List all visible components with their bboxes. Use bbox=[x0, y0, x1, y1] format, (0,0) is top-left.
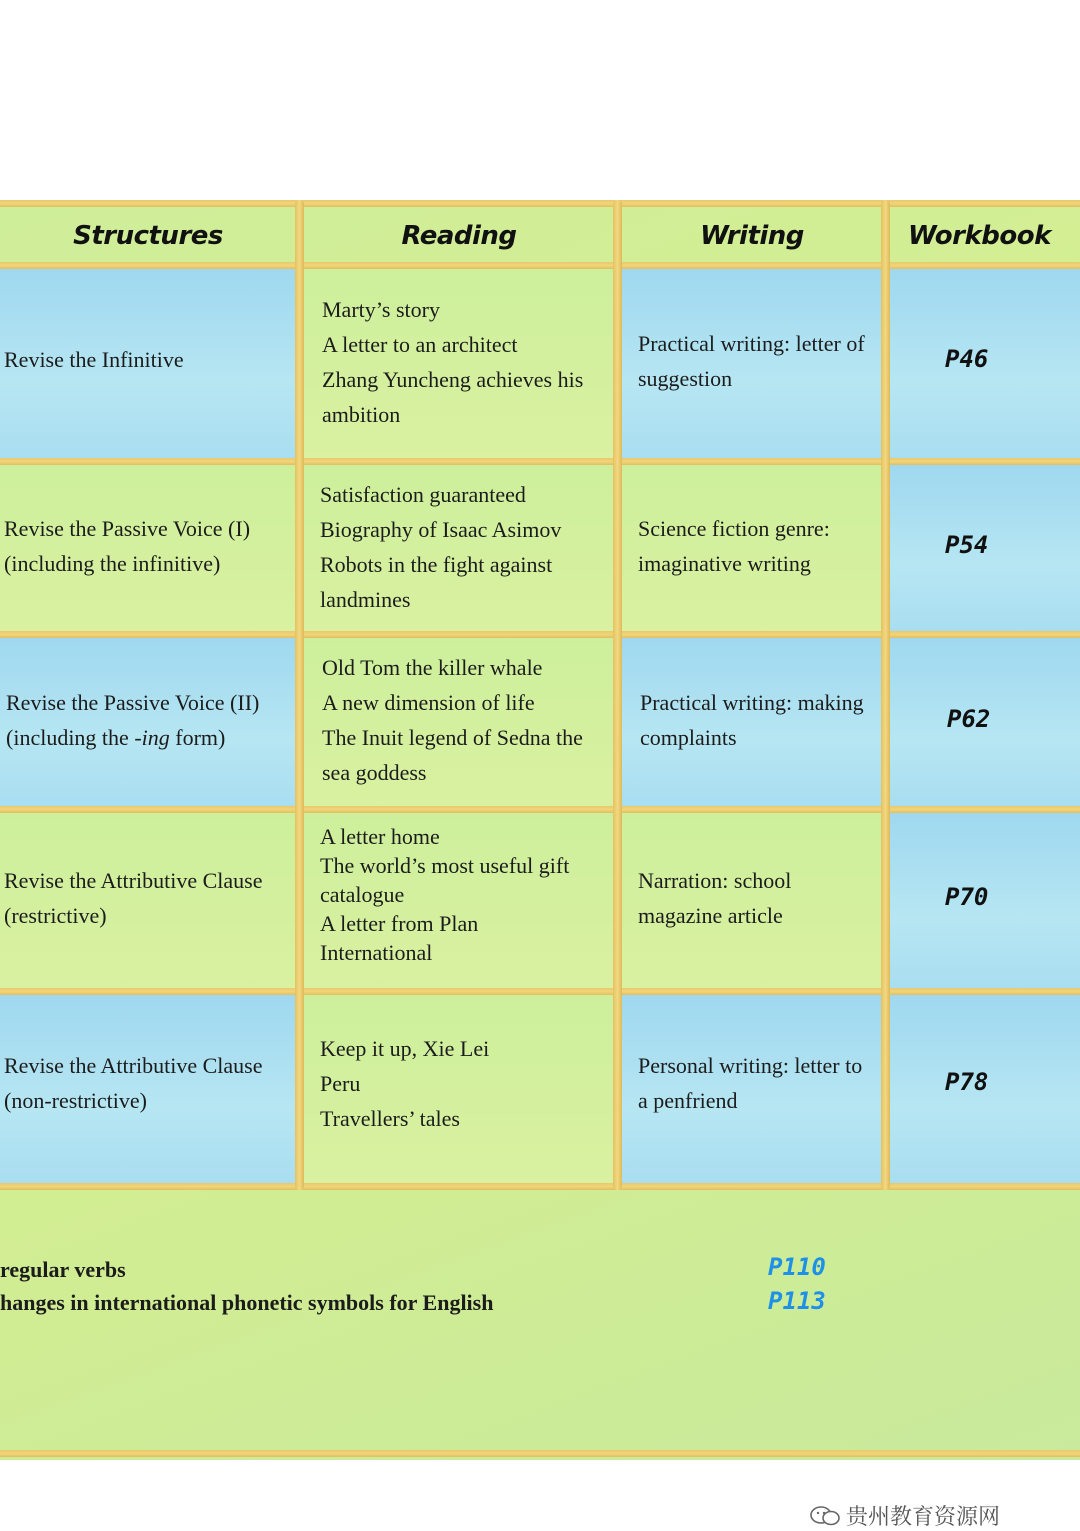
reading-line: The Inuit legend of Sedna the bbox=[322, 725, 583, 750]
structure-line: Revise the Passive Voice (II) bbox=[6, 690, 260, 715]
writing-line: Practical writing: making bbox=[640, 690, 864, 715]
reading-line: Zhang Yuncheng achieves his bbox=[322, 367, 584, 392]
structure-line: Revise the Infinitive bbox=[4, 347, 184, 372]
column-divider bbox=[295, 200, 304, 1190]
reading-cell bbox=[320, 1031, 489, 1136]
workbook-page[interactable]: P46 bbox=[945, 345, 989, 373]
writing-line: suggestion bbox=[638, 366, 733, 391]
appendix-page-link[interactable]: P113 bbox=[768, 1287, 826, 1315]
divider bbox=[0, 1450, 1080, 1457]
workbook-page[interactable]: P62 bbox=[947, 705, 991, 733]
reading-line: landmines bbox=[320, 587, 411, 612]
header-structures: Structures bbox=[73, 220, 223, 251]
contents-table bbox=[0, 200, 1080, 1460]
structure-line: (restrictive) bbox=[4, 903, 107, 928]
chat-bubble-icon bbox=[810, 1505, 840, 1527]
structure-line: (including the -ing form) bbox=[6, 725, 226, 750]
reading-line: The world’s most useful gift bbox=[320, 853, 570, 878]
divider bbox=[0, 988, 1080, 995]
writing-line: complaints bbox=[640, 725, 737, 750]
structure-line: (non-restrictive) bbox=[4, 1088, 147, 1113]
writing-cell bbox=[638, 1048, 862, 1118]
reading-cell bbox=[320, 822, 569, 967]
reading-line: Marty’s story bbox=[322, 297, 440, 322]
workbook-page[interactable]: P70 bbox=[945, 883, 989, 911]
writing-line: Practical writing: letter of bbox=[638, 331, 865, 356]
structure-line: Revise the Attributive Clause bbox=[4, 1053, 263, 1078]
reading-line: A letter home bbox=[320, 824, 440, 849]
reading-line: Biography of Isaac Asimov bbox=[320, 517, 562, 542]
reading-line: sea goddess bbox=[322, 760, 427, 785]
watermark bbox=[810, 1500, 1000, 1531]
reading-line: Old Tom the killer whale bbox=[322, 655, 543, 680]
structure-line: Revise the Passive Voice (I) bbox=[4, 516, 251, 541]
divider bbox=[0, 262, 1080, 269]
reading-line: Keep it up, Xie Lei bbox=[320, 1036, 490, 1061]
writing-line: Personal writing: letter to bbox=[638, 1053, 863, 1078]
reading-line: Robots in the fight against bbox=[320, 552, 553, 577]
writing-cell bbox=[638, 863, 791, 933]
writing-cell bbox=[640, 685, 864, 755]
reading-line: Satisfaction guaranteed bbox=[320, 482, 526, 507]
divider bbox=[0, 1183, 1080, 1190]
column-divider bbox=[881, 200, 890, 1190]
divider bbox=[0, 458, 1080, 465]
divider bbox=[0, 806, 1080, 813]
reading-line: ambition bbox=[322, 402, 401, 427]
writing-line: magazine article bbox=[638, 903, 783, 928]
writing-line: a penfriend bbox=[638, 1088, 738, 1113]
structure-cell bbox=[4, 511, 250, 581]
header-workbook: Workbook bbox=[908, 220, 1051, 251]
header-writing: Writing bbox=[700, 220, 804, 251]
writing-cell bbox=[638, 511, 830, 581]
reading-cell bbox=[320, 477, 561, 617]
writing-line: Narration: school bbox=[638, 868, 792, 893]
workbook-page[interactable]: P78 bbox=[945, 1068, 989, 1096]
writing-line: Science fiction genre: bbox=[638, 516, 830, 541]
structure-cell bbox=[4, 863, 262, 933]
structure-cell bbox=[4, 342, 184, 377]
structure-cell bbox=[4, 1048, 262, 1118]
reading-line: catalogue bbox=[320, 882, 405, 907]
writing-line: imaginative writing bbox=[638, 551, 811, 576]
reading-line: A letter from Plan bbox=[320, 911, 479, 936]
structure-line: Revise the Attributive Clause bbox=[4, 868, 263, 893]
reading-line: Peru bbox=[320, 1071, 361, 1096]
workbook-page[interactable]: P54 bbox=[945, 531, 989, 559]
column-divider bbox=[613, 200, 622, 1190]
writing-cell bbox=[638, 326, 865, 396]
header-reading: Reading bbox=[401, 220, 517, 251]
appendix-label: hanges in international phonetic symbols for English bbox=[0, 1290, 494, 1315]
watermark-text: 贵州教育资源网 bbox=[846, 1505, 1001, 1530]
reading-line: A letter to an architect bbox=[322, 332, 518, 357]
divider bbox=[0, 631, 1080, 638]
reading-cell bbox=[322, 650, 583, 790]
reading-line: International bbox=[320, 940, 433, 965]
reading-line: Travellers’ tales bbox=[320, 1106, 460, 1131]
structure-line: (including the infinitive) bbox=[4, 551, 221, 576]
divider bbox=[0, 200, 1080, 207]
reading-cell bbox=[322, 292, 583, 432]
appendix-label: regular verbs bbox=[0, 1257, 126, 1282]
structure-cell bbox=[6, 685, 259, 755]
appendix-page-link[interactable]: P110 bbox=[768, 1253, 826, 1281]
reading-line: A new dimension of life bbox=[322, 690, 535, 715]
